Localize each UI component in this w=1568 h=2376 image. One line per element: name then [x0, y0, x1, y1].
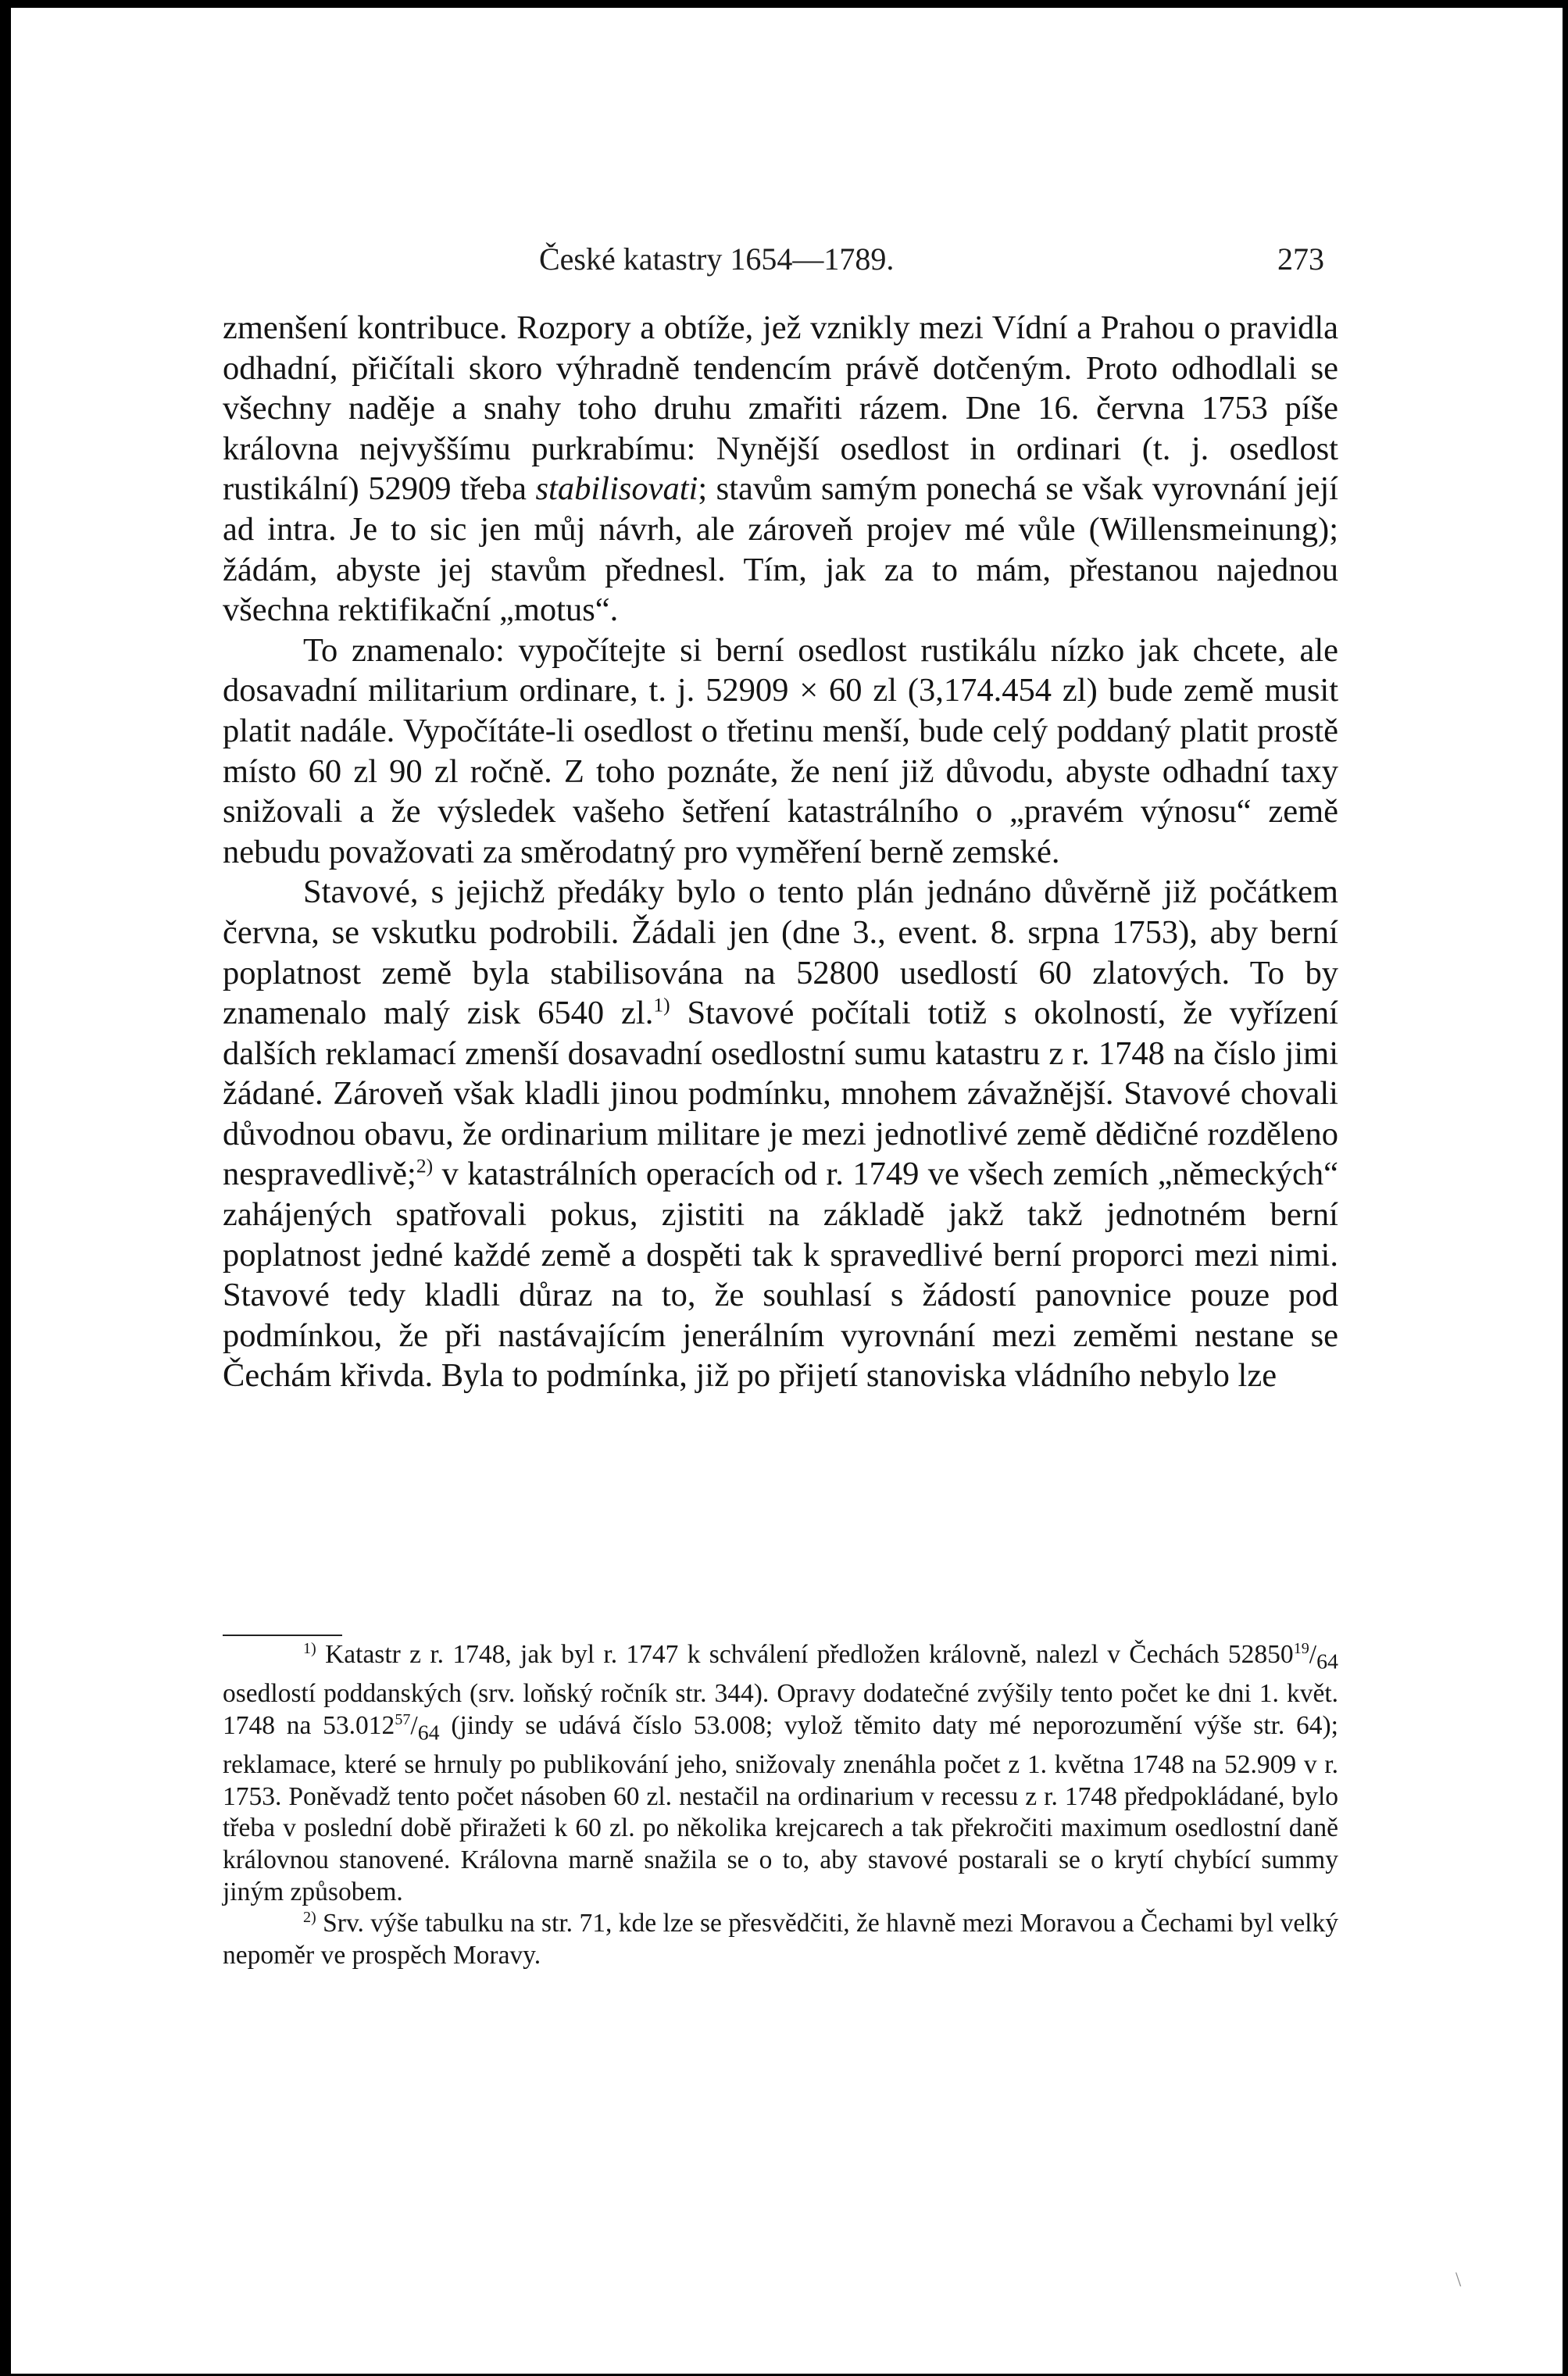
footnote-1-text-c: (jindy se udává číslo 53.008; vylož těmito daty mé neporozumění výše str. 64); reklamace, které se hrnuly po publikování jeho, snižovaly znenáhla počet z 1. května 1748 na 52.909 v r. 1753. Poněvadž tento počet násoben 60 zl. nestačil na ordinarium v recessu z r. 1748 předpokládané, bylo třeba v poslední době přiražeti k 60 zl. po několika krejcarech a tak překročiti maximum osedlostní daně královnou stanovené. Královna marně snažila se o to, aby stavové postarali se o krytí chybící summy jiným způsobem.	[223, 1710, 1338, 1906]
main-text	[223, 308, 1338, 1396]
book-page	[11, 8, 1563, 2374]
paragraph-2: To znamenalo: vypočítejte si berní osedlost rustikálu nízko jak chcete, ale dosavadní militarium ordinare, t. j. 52909 × 60 zl (3,174.454 zl) bude země musit platit nadále. Vypočítáte-li osedlost o třetinu menší, bude celý poddaný platit prostě místo 60 zl 90 zl ročně. Z toho poznáte, že není již důvodu, abyste odhadní taxy snižovali a že výsledek vašeho šetření katastrálního o „pravém výnosu“ země nebudu považovati za směrodatný pro vyměření berně zemské.	[223, 631, 1338, 870]
paragraph-3-text-b: Stavové počítali totiž s okolností, že vyřízení dalších reklamací zmenší dosavadní osedlostní sumu katastru z r. 1748 na číslo jimi žádané. Zároveň však kladli jinou podmínku, mnohem závažnější. Stavové chovali důvodnou obavu, že ordinarium militare je mezi jednotlivé země dědičné rozděleno nespravedlivě;	[223, 995, 1338, 1193]
paragraph-3-text-c: v katastrálních operacích od r. 1749 ve všech zemích „německých“ zahájených spatřovali pokus, zjistiti na základě jakž takž jednotném berní poplatnost jedné každé země a dospěti tak k spravedlivé berní proporci mezi nimi. Stavové tedy kladli důraz na to, že souhlasí s žádostí panovnice pouze pod podmínkou, že při nastávajícím jenerálním vyrovnání mezi zeměmi nestane se Čechám křivda. Byla to podmínka, již po přijetí stanoviska vládního nebylo lze	[223, 1156, 1338, 1395]
footnote-1-fraction-2-numerator: 57	[395, 1710, 411, 1728]
footnote-2	[223, 1908, 1338, 1971]
footnote-1-text-a: Katastr z r. 1748, jak byl r. 1747 k schválení předložen královně, nalezl v Čechách 52850	[316, 1640, 1294, 1669]
footnote-2-mark: 2)	[303, 1909, 316, 1927]
paragraph-1-italic-term: stabilisovati	[535, 470, 698, 508]
footnote-ref-1: 1)	[653, 993, 670, 1016]
paragraph-1-text-b: ; stavům samým ponechá se však vyrovnání její ad intra. Je to sic jen můj návrh, ale zároveň projev mé vůle (Willensmeinung); žádám, abyste jej stavům přednesl. Tím, jak za to mám, přestanou najednou všechna rektifikační „motus“.	[223, 470, 1338, 629]
footnote-rule	[223, 1635, 342, 1636]
footnote-1-mark: 1)	[303, 1639, 316, 1657]
footnotes	[223, 1639, 1338, 1971]
paragraph-1	[223, 308, 1338, 631]
paragraph-3	[223, 872, 1338, 1396]
paragraph-3-text-a: Stavové, s jejichž předáky bylo o tento plán jednáno důvěrně již počátkem června, se vskutku podrobili. Žádali jen (dne 3., event. 8. srpna 1753), aby berní poplatnost země byla stabilisována na 52800 usedlostí 60 zlatových. To by znamenalo malý zisk 6540 zl.	[223, 874, 1338, 1032]
page-number: 273	[1277, 241, 1324, 277]
paragraph-1-text-a: zmenšení kontribuce. Rozpory a obtíže, jež vznikly mezi Vídní a Prahou o pravidla odhadní, přičítali skoro výhradně tendencím právě dotčeným. Proto odhodlali se všechny naděje a snahy toho druhu zmařiti rázem. Dne 16. června 1753 píše královna nejvyššímu purkrabímu: Nynější osedlost in ordinari (t. j. osedlost rustikální) 52909 třeba	[223, 309, 1338, 508]
footnote-2-text: Srv. výše tabulku na str. 71, kde lze se přesvědčiti, že hlavně mezi Moravou a Čechami byl velký nepoměr ve prospěch Moravy.	[223, 1909, 1338, 1970]
footnote-1-fraction-1-denominator: 64	[1316, 1649, 1338, 1674]
footnote-1: $^{1)}$ Katastr z r. 1748, jak byl r. 1747 k schválení předložen královně, nalezl v Čechách $52850^{19}/_{64}$ osedlostí poddanských (srv. loňský ročník str. 344). Opravy dodatečné zvýšily tento počet ke dni 1. květ. 1748 na $53.012^{57}/_{64}$ (jindy se udává číslo 53.008; vylož těmito daty mé neporozumění výše str. 64); reklamace, které se hrnuly po publikování jeho, snižovaly znenáhla počet z 1. května 1748 na 52.909 v r. 1753. Poněvadž tento počet násoben 60 zl. nestačil na ordinarium v recessu z r. 1748 předpokládané, bylo třeba v poslední době přiražeti k 60 zl. po několika krejcarech a tak překročiti maximum osedlostní daně královnou stanovené. Královna marně snažila se o to, aby stavové postarali se o krytí chybící summy jiným způsobem.	[223, 1639, 1338, 1906]
page-header	[11, 236, 1563, 283]
footnote-ref-2: 2)	[416, 1155, 434, 1178]
running-title: České katastry 1654—1789.	[539, 241, 895, 277]
footnote-1-fraction-2-denominator: 64	[417, 1720, 440, 1745]
footnote-1-fraction-1-numerator: 19	[1293, 1639, 1309, 1657]
footnote-1-text-b: osedlostí poddanských (srv. loňský ročník str. 344). Opravy dodatečné zvýšily tento počet ke dni 1. květ. 1748 na 53.012	[223, 1679, 1338, 1740]
scan-speck: \	[1455, 2268, 1462, 2291]
